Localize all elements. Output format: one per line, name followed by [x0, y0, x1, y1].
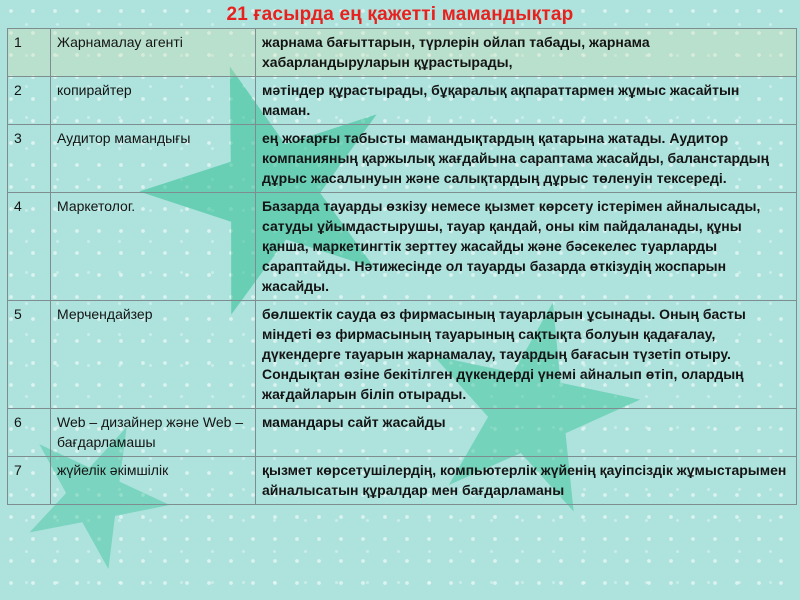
- professions-table: [7, 28, 797, 505]
- profession-name: Жарнамалау агенті: [51, 29, 256, 77]
- row-number: 5: [8, 301, 51, 409]
- row-number: 2: [8, 77, 51, 125]
- profession-description: қызмет көрсетушілердің, компьютерлік жүйенің қауіпсіздік жұмыстарымен айналысатын құралдар мен бағдарламаны: [256, 457, 797, 505]
- row-number: 4: [8, 193, 51, 301]
- table-row: [8, 457, 797, 505]
- row-number: 3: [8, 125, 51, 193]
- profession-description: Базарда тауарды өзкізу немесе қызмет көрсету істерімен айналысады, сатуды ұйымдастырушы, тауар қандай, оны кім пайдаланады, құны қанша, маркетингтік зерттеу жасайды және бәсекелес туарларды сараптайды. Нәтижесінде ол тауарды базарда өткізудің жоспарын жасайды.: [256, 193, 797, 301]
- page-title: 21 ғасырда ең қажетті мамандықтар: [226, 4, 574, 25]
- row-number: 6: [8, 409, 51, 457]
- profession-description: мәтіндер құрастырады, бұқаралық ақпараттармен жұмыс жасайтын маман.: [256, 77, 797, 125]
- table-row: [8, 29, 797, 77]
- profession-name: Web – дизайнер және Web – бағдарламашы: [51, 409, 256, 457]
- row-number: 7: [8, 457, 51, 505]
- table-row: [8, 193, 797, 301]
- profession-description: мамандары сайт жасайды: [256, 409, 797, 457]
- profession-description: ең жоғарғы табысты мамандықтардың қатарына жатады. Аудитор компанияның қаржылық жағдайына сараптама жасайды, баланстардың дұрыс жасалынуын және салықтардың дұрыс төленуін тексереді.: [256, 125, 797, 193]
- profession-name: Мерчендайзер: [51, 301, 256, 409]
- profession-description: бөлшектік сауда өз фирмасының тауарларын ұсынады. Оның басты міндеті өз фирмасының тауарының сақтықта болуын қадағалау, дүкендерге тауарын жарнамалау, тауардың бағасын түзетіп отыру. Сондықтан өзіне бекітілген дүкендерді үнемі айналып өтіп, олардың жағдайларын біліп отырады.: [256, 301, 797, 409]
- profession-name: Аудитор мамандығы: [51, 125, 256, 193]
- row-number: 1: [8, 29, 51, 77]
- table-row: [8, 301, 797, 409]
- table-row: [8, 77, 797, 125]
- table-row: [8, 409, 797, 457]
- profession-name: жүйелік әкімшілік: [51, 457, 256, 505]
- table-row: [8, 125, 797, 193]
- profession-description: жарнама бағыттарын, түрлерін ойлап табады, жарнама хабарландыруларын құрастырады,: [256, 29, 797, 77]
- profession-name: копирайтер: [51, 77, 256, 125]
- profession-name: Маркетолог.: [51, 193, 256, 301]
